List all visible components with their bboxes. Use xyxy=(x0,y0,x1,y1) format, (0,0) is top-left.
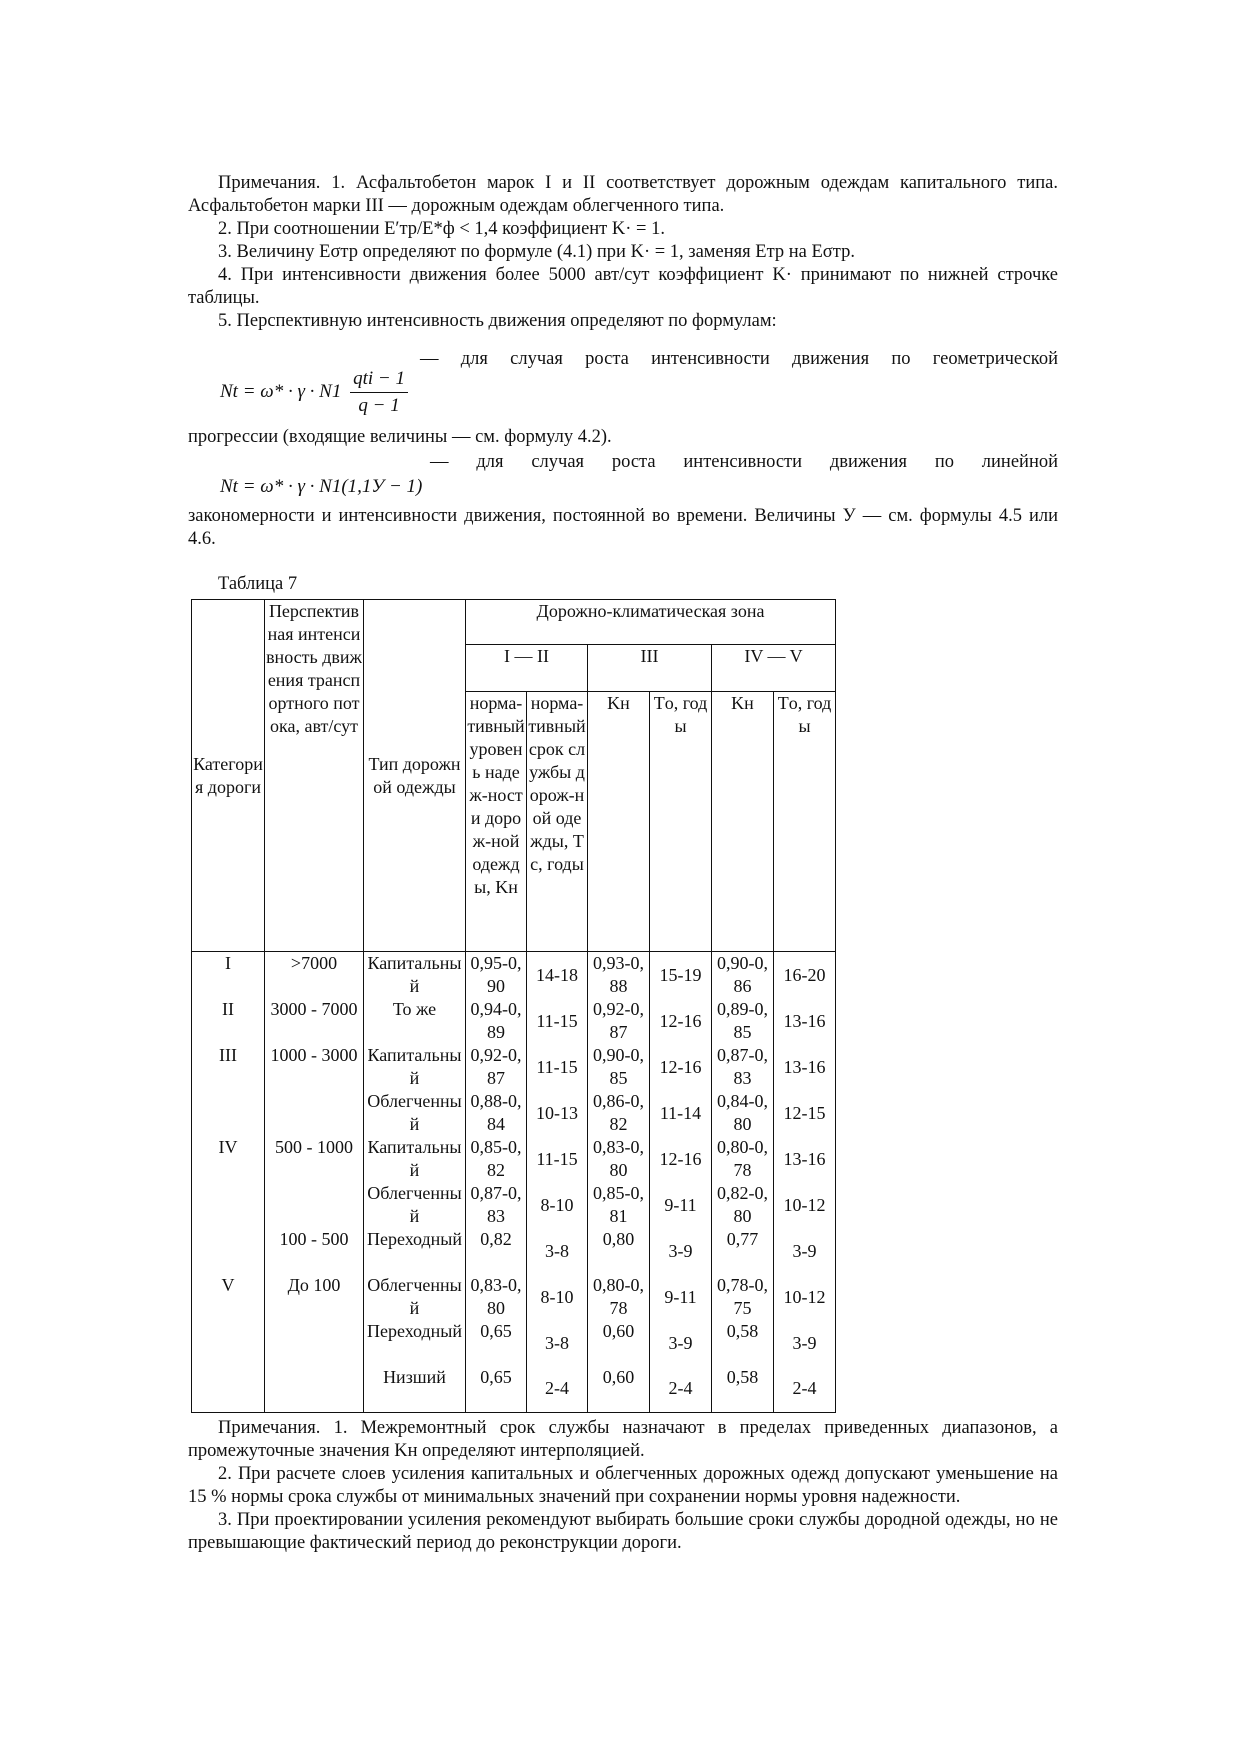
notes-top xyxy=(188,172,1058,333)
table-cell: >7000 xyxy=(265,952,364,999)
formula1-numerator: qti − 1 xyxy=(350,368,408,393)
table-row xyxy=(192,1320,836,1366)
header-kn-45: Kн xyxy=(712,692,774,952)
table-cell: 11-15 xyxy=(527,1044,588,1090)
table-cell: 0,92-0,87 xyxy=(588,998,650,1044)
table-cell: 0,65 xyxy=(466,1320,527,1366)
table-cell: 14-18 xyxy=(527,952,588,999)
note-5: 5. Перспективную интенсивность движения определяют по формулам: xyxy=(218,311,777,331)
table-cell: 13-16 xyxy=(774,998,836,1044)
table-cell: 0,83-0,80 xyxy=(588,1136,650,1182)
table-cell: 0,88-0,84 xyxy=(466,1090,527,1136)
table-cell xyxy=(265,1090,364,1136)
table-cell: 3-9 xyxy=(650,1320,712,1366)
table-cell: 3-9 xyxy=(774,1228,836,1274)
table-cell: 12-16 xyxy=(650,998,712,1044)
table-cell xyxy=(265,1366,364,1412)
table-body xyxy=(192,952,836,1413)
table-cell xyxy=(192,1228,265,1274)
table-cell: До 100 xyxy=(265,1274,364,1320)
formula1-denominator: q − 1 xyxy=(358,395,400,416)
table-cell: 8-10 xyxy=(527,1274,588,1320)
table-cell: 3-8 xyxy=(527,1228,588,1274)
table-cell: 500 - 1000 xyxy=(265,1136,364,1182)
table-cell: Капитальный xyxy=(364,952,466,999)
table-row xyxy=(192,1366,836,1412)
table-cell: 13-16 xyxy=(774,1044,836,1090)
table-cell: Облегченный xyxy=(364,1182,466,1228)
table-cell: 0,86-0,82 xyxy=(588,1090,650,1136)
table-cell: 0,87-0,83 xyxy=(712,1044,774,1090)
table-cell: 0,93-0,88 xyxy=(588,952,650,999)
bottom-note-3: 3. При проектировании усиления рекомендуют выбирать большие сроки службы дородной одежды, но не превышающие фактический период до реконструкции дороги. xyxy=(188,1510,1058,1553)
table-cell xyxy=(192,1320,265,1366)
table-cell: 2-4 xyxy=(774,1366,836,1412)
table-cell: 0,82 xyxy=(466,1228,527,1274)
table-cell: Облегченный xyxy=(364,1090,466,1136)
formula2-continuation-text: закономерности и интенсивности движения, постоянной во времени. Величины У — см. формулы 4.5 или 4.6. xyxy=(188,506,1058,549)
table-cell: 10-12 xyxy=(774,1274,836,1320)
table-row xyxy=(192,998,836,1044)
table-cell: 3-8 xyxy=(527,1320,588,1366)
header-kn-3: Kн xyxy=(588,692,650,952)
formula2-description: — для случая роста интенсивности движения по линейной xyxy=(430,452,1058,472)
note-2: 2. При соотношении E′тр/E*ф < 1,4 коэффициент K· = 1. xyxy=(218,219,665,239)
table-cell: IV xyxy=(192,1136,265,1182)
table-cell: 0,78-0,75 xyxy=(712,1274,774,1320)
table-cell: 0,85-0,82 xyxy=(466,1136,527,1182)
table-cell: II xyxy=(192,998,265,1044)
table-cell: Облегченный xyxy=(364,1274,466,1320)
table-row xyxy=(192,1182,836,1228)
header-kn-norm: норма-тивный уровень надеж-ности дорож-ной одежды, Kн xyxy=(466,692,527,952)
table-row xyxy=(192,1090,836,1136)
formula1-continuation: прогрессии (входящие величины — см. формулу 4.2). xyxy=(188,427,612,447)
header-tc-norm: норма-тивный срок службы дорож-ной одежды, Tс, годы xyxy=(527,692,588,952)
table-cell: 0,95-0,90 xyxy=(466,952,527,999)
notes-bottom xyxy=(188,1417,1058,1555)
header-zone-4-5: IV — V xyxy=(712,645,836,692)
table-7 xyxy=(191,599,836,1413)
table-cell: 0,77 xyxy=(712,1228,774,1274)
table-cell: V xyxy=(192,1274,265,1320)
table-row xyxy=(192,952,836,999)
table-cell: 0,60 xyxy=(588,1366,650,1412)
table-cell: 0,90-0,85 xyxy=(588,1044,650,1090)
table-cell: 10-12 xyxy=(774,1182,836,1228)
table-cell: 1000 - 3000 xyxy=(265,1044,364,1090)
header-zone: Дорожно-климатическая зона xyxy=(466,600,836,645)
table-row xyxy=(192,1228,836,1274)
note-3: 3. Величину Eσтр определяют по формуле (4.1) при K· = 1, заменяя Eтр на Eσтр. xyxy=(218,242,855,262)
table-cell: 2-4 xyxy=(527,1366,588,1412)
formula1-lhs: Nt = ω* · γ · N1 xyxy=(220,380,342,402)
table-caption: Таблица 7 xyxy=(218,574,298,594)
table-cell: 0,80-0,78 xyxy=(588,1274,650,1320)
note-4: 4. При интенсивности движения более 5000 авт/сут коэффициент K· принимают по нижней строчке таблицы. xyxy=(188,265,1058,308)
table-cell: 2-4 xyxy=(650,1366,712,1412)
table-cell: Переходный xyxy=(364,1228,466,1274)
note-1: Примечания. 1. Асфальтобетон марок I и II соответствует дорожным одеждам капитального типа. Асфальтобетон марки III — дорожным одеждам облегченного типа. xyxy=(188,173,1058,216)
formula-linear: Nt = ω* · γ · N1(1,1У − 1) xyxy=(220,476,423,497)
table-cell: Капитальный xyxy=(364,1136,466,1182)
table-cell: 12-15 xyxy=(774,1090,836,1136)
bottom-note-1: Примечания. 1. Межремонтный срок службы назначают в пределах приведенных диапазонов, а промежуточные значения Kн определяют интерполяцией. xyxy=(188,1418,1058,1461)
table-cell: 0,82-0,80 xyxy=(712,1182,774,1228)
header-to-3: Tо, годы xyxy=(650,692,712,952)
formula1-description: — для случая роста интенсивности движения по геометрической xyxy=(420,349,1058,369)
table-cell: 9-11 xyxy=(650,1182,712,1228)
table-cell: III xyxy=(192,1044,265,1090)
header-intensity: Перспективная интенсивность движения транспортного потока, авт/сут xyxy=(265,600,364,952)
table-cell: 8-10 xyxy=(527,1182,588,1228)
table-cell: 0,58 xyxy=(712,1320,774,1366)
table-cell xyxy=(265,1182,364,1228)
header-category: Категория дороги xyxy=(192,600,265,952)
table-cell: 100 - 500 xyxy=(265,1228,364,1274)
table-cell: 0,83-0,80 xyxy=(466,1274,527,1320)
table-cell: 12-16 xyxy=(650,1136,712,1182)
table-cell: 3000 - 7000 xyxy=(265,998,364,1044)
table-cell: I xyxy=(192,952,265,999)
table-cell: 11-14 xyxy=(650,1090,712,1136)
formula2-continuation xyxy=(188,505,1058,551)
table-cell: 0,89-0,85 xyxy=(712,998,774,1044)
table-cell: 3-9 xyxy=(774,1320,836,1366)
table-cell: 0,80-0,78 xyxy=(712,1136,774,1182)
table-cell: 0,60 xyxy=(588,1320,650,1366)
table-row xyxy=(192,1044,836,1090)
table-cell: 15-19 xyxy=(650,952,712,999)
bottom-note-2: 2. При расчете слоев усиления капитальных и облегченных дорожных одежд допускают уменьшение на 15 % нормы срока службы от минимальных значений при сохранении нормы уровня надежности. xyxy=(188,1464,1058,1507)
table-cell: 0,94-0,89 xyxy=(466,998,527,1044)
table-row xyxy=(192,1136,836,1182)
table-cell: 16-20 xyxy=(774,952,836,999)
table-cell: 0,85-0,81 xyxy=(588,1182,650,1228)
table-cell xyxy=(192,1182,265,1228)
table-row xyxy=(192,1274,836,1320)
table-cell: 11-15 xyxy=(527,1136,588,1182)
table-cell xyxy=(192,1366,265,1412)
header-type: Тип дорожной одежды xyxy=(364,600,466,952)
header-to-45: Tо, годы xyxy=(774,692,836,952)
table-cell: 0,87-0,83 xyxy=(466,1182,527,1228)
table-cell: 12-16 xyxy=(650,1044,712,1090)
table-cell: 11-15 xyxy=(527,998,588,1044)
table-cell: 0,92-0,87 xyxy=(466,1044,527,1090)
table-cell: 0,90-0,86 xyxy=(712,952,774,999)
table-cell xyxy=(192,1090,265,1136)
table-cell: Переходный xyxy=(364,1320,466,1366)
table-cell: 9-11 xyxy=(650,1274,712,1320)
table-cell: 0,80 xyxy=(588,1228,650,1274)
table-cell: 0,58 xyxy=(712,1366,774,1412)
table-cell: Низший xyxy=(364,1366,466,1412)
header-zone-1-2: I — II xyxy=(466,645,588,692)
table-cell: Капитальный xyxy=(364,1044,466,1090)
table-cell: 0,84-0,80 xyxy=(712,1090,774,1136)
table-cell: 13-16 xyxy=(774,1136,836,1182)
table-cell: То же xyxy=(364,998,466,1044)
table-cell: 0,65 xyxy=(466,1366,527,1412)
formula-geometric xyxy=(220,368,408,417)
table-cell: 3-9 xyxy=(650,1228,712,1274)
table-cell xyxy=(265,1320,364,1366)
table-cell: 10-13 xyxy=(527,1090,588,1136)
header-zone-3: III xyxy=(588,645,712,692)
formula1-fraction xyxy=(350,368,408,417)
